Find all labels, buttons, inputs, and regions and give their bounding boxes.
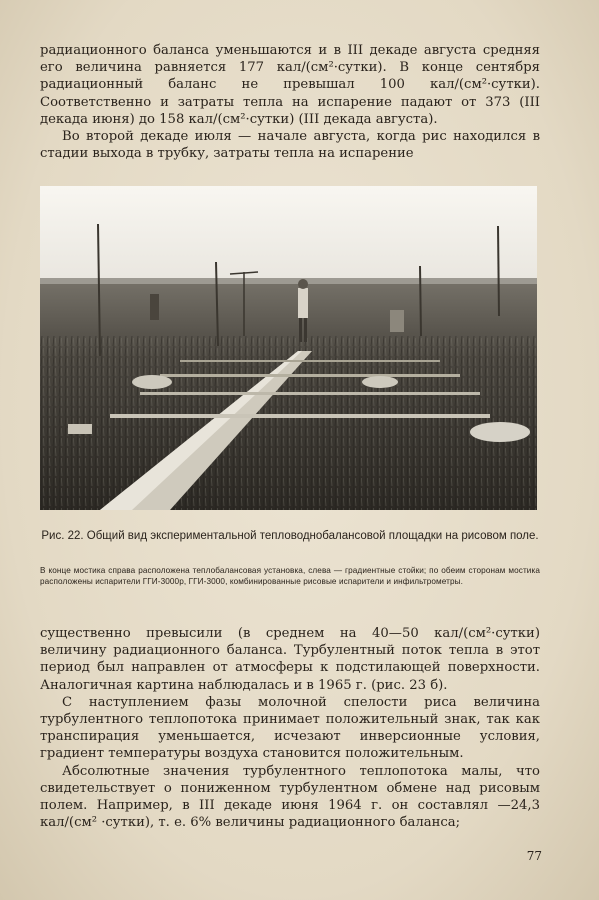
page-number: 77 bbox=[526, 849, 542, 863]
paragraph: Абсолютные значения турбулентного теплопотока малы, что свидетельствует о пониженном турбулентном обмене над рисовым полем. Например, в III декаде июня 1964 г. он составлял —24,3 кал/(см² ·сутки), т. е. 6% величины радиационного баланса; bbox=[40, 763, 540, 831]
paragraph: С наступлением фазы молочной спелости риса величина турбулентного теплопотока принимает положительный знак, так как транспирация уменьшается, исчезают инверсионные условия, градиент температуры воздуха становится положительным. bbox=[40, 694, 540, 762]
paragraph: существенно превысили (в среднем на 40—50 кал/(см²·сутки) величину радиационного баланса. Турбулентный поток тепла в этот период был направлен от атмосферы к подстилающей поверхности. Аналогичная картина наблюдалась и в 1965 г. (рис. 23 б). bbox=[40, 626, 540, 693]
figure-caption: Рис. 22. Общий вид экспериментальной тепловоднобалансовой площадки на рисовом поле. bbox=[41, 530, 539, 542]
paragraph: радиационного баланса уменьшаются и в III декаде августа средняя его величина равняется 177 кал/(см²·сутки). В конце сентября радиационный баланс не превышал 100 кал/(см²·сутки). Соответственно и затраты тепла на испарение падают от 373 (III декада июня) до 158 кал/(см²·сутки) (III декада августа). bbox=[40, 43, 540, 127]
rice-field-platform-photo bbox=[40, 186, 537, 510]
paragraph: Во второй декаде июля — начале августа, когда рис находился в стадии выхода в трубку, затраты тепла на испарение bbox=[40, 129, 540, 162]
top-text-block bbox=[40, 42, 540, 162]
field-photo bbox=[40, 186, 537, 510]
figure-note: В конце мостика справа расположена теплобалансовая установка, слева — градиентные стойки; по обеим сторонам мостика расположены испарители ГГИ-3000р, ГГИ-3000, комбинированные рисовые испарители и инфильтрометры. bbox=[40, 566, 540, 586]
bottom-text-block bbox=[40, 625, 540, 831]
